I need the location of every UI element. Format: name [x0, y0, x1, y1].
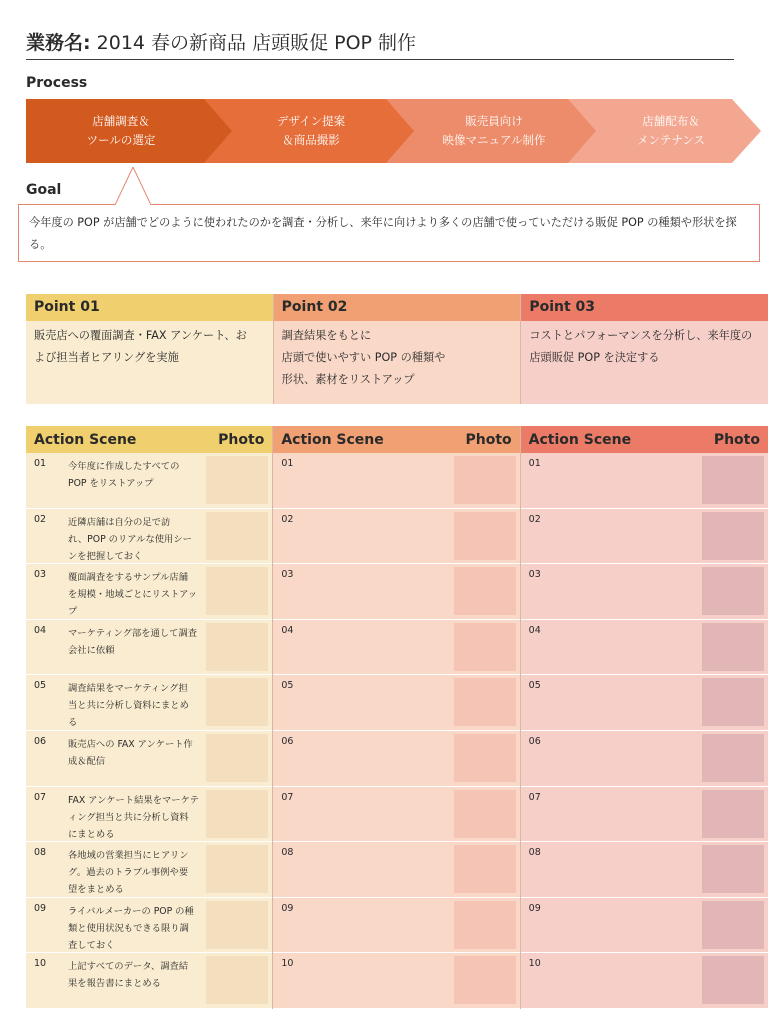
action-row [521, 898, 768, 954]
action-number: 08 [34, 847, 47, 859]
photo-placeholder [206, 456, 268, 504]
action-row [26, 564, 272, 620]
action-row [521, 787, 768, 843]
action-header [26, 426, 272, 453]
goal-box [18, 204, 760, 262]
action-number: 04 [34, 624, 47, 636]
action-number: 10 [281, 958, 294, 970]
process-flow [26, 99, 761, 163]
action-row [521, 842, 768, 898]
point-body: コストとパフォーマンスを分析し、来年度の 店頭販促 POP を決定する [521, 321, 768, 404]
action-number: 10 [528, 958, 541, 970]
action-text: 調査結果をマーケティング担 当と共に分析し資料にまとめ る [68, 683, 189, 729]
goal-pointer [115, 167, 151, 206]
photo-placeholder [702, 512, 764, 560]
goal-heading: Goal [26, 182, 62, 198]
action-row [26, 675, 272, 731]
action-row [273, 898, 519, 954]
photo-placeholder [702, 567, 764, 615]
photo-label: Photo [465, 431, 512, 448]
photo-placeholder [206, 623, 268, 671]
action-column-3 [521, 426, 768, 1009]
action-number: 02 [528, 513, 541, 525]
process-step-2: デザイン提案 ＆商品撮影 [276, 114, 346, 147]
action-row [521, 453, 768, 509]
action-row [26, 953, 272, 1009]
action-number: 05 [281, 680, 294, 692]
action-text: FAX アンケート結果をマーケテ ィング担当と共に分析し資料 にまとめる [68, 794, 199, 840]
photo-placeholder [702, 845, 764, 893]
photo-placeholder [702, 623, 764, 671]
action-number: 03 [281, 569, 294, 581]
points-section [26, 294, 768, 404]
photo-label: Photo [713, 431, 760, 448]
action-number: 09 [34, 902, 47, 914]
process-step-4: 店舗配布＆ メンテナンス [636, 114, 706, 147]
photo-placeholder [206, 567, 268, 615]
page-title [26, 28, 734, 60]
photo-placeholder [454, 790, 516, 838]
action-number: 06 [281, 735, 294, 747]
photo-placeholder [454, 956, 516, 1004]
action-scene-label: Action Scene [34, 431, 137, 448]
photo-placeholder [454, 901, 516, 949]
action-text: ライバルメーカーの POP の種 類と使用状況もできる限り調 査しておく [68, 905, 194, 951]
action-number: 06 [528, 735, 541, 747]
action-scene-table [26, 426, 768, 1009]
action-text: 各地域の営業担当にヒアリン グ。過去のトラブル事例や要 望をまとめる [68, 850, 189, 896]
action-row [273, 620, 519, 676]
action-number: 09 [281, 902, 294, 914]
action-row [521, 564, 768, 620]
action-row [521, 953, 768, 1009]
photo-placeholder [702, 456, 764, 504]
action-number: 03 [528, 569, 541, 581]
action-scene-label: Action Scene [528, 431, 632, 448]
photo-placeholder [702, 901, 764, 949]
photo-placeholder [454, 512, 516, 560]
photo-placeholder [206, 512, 268, 560]
action-row [273, 453, 519, 509]
action-header [273, 426, 519, 453]
photo-placeholder [454, 678, 516, 726]
photo-placeholder [702, 790, 764, 838]
action-text: マーケティング部を通して調査 会社に依頼 [68, 627, 198, 656]
action-number: 07 [281, 791, 294, 803]
photo-placeholder [206, 734, 268, 782]
action-number: 08 [528, 847, 541, 859]
action-number: 06 [34, 735, 47, 747]
action-number: 03 [34, 569, 47, 581]
action-text: 近隣店舗は自分の足で訪 れ、POP のリアルな使用シー ンを把握しておく [68, 516, 192, 562]
point-01 [26, 294, 274, 404]
action-number: 08 [281, 847, 294, 859]
point-03 [521, 294, 768, 404]
action-row [273, 675, 519, 731]
goal-text: 今年度の POP が店舗でどのように使われたのかを調査・分析し、来年に向けより多くの店舗で使っていただける販促 POP の種類や形状を探る。 [29, 216, 737, 251]
photo-placeholder [454, 567, 516, 615]
photo-label: Photo [218, 431, 265, 448]
process-heading: Process [26, 75, 88, 91]
photo-placeholder [702, 734, 764, 782]
point-body: 調査結果をもとに 店頭で使いやすい POP の種類や 形状、素材をリストアップ [274, 321, 521, 404]
action-row [273, 509, 519, 565]
action-row [273, 953, 519, 1009]
action-row [26, 787, 272, 843]
action-text: 覆面調査をするサンプル店舗 を規模・地域ごとにリストアップ [68, 572, 198, 618]
point-title: Point 02 [274, 294, 521, 321]
action-column-2 [273, 426, 520, 1009]
photo-placeholder [206, 845, 268, 893]
action-row [273, 787, 519, 843]
action-text: 今年度に作成したすべての POP をリストアップ [68, 461, 180, 489]
point-body: 販売店への覆面調査・FAX アンケート、お よび担当者ヒアリングを実施 [26, 321, 273, 404]
action-text: 上記すべてのデータ、調査結 果を報告書にまとめる [68, 961, 189, 990]
action-number: 09 [528, 902, 541, 914]
action-row [521, 731, 768, 787]
action-text: 販売店への FAX アンケート作 成＆配信 [68, 738, 193, 767]
photo-placeholder [454, 456, 516, 504]
job-name-label: 業務名: [26, 32, 91, 54]
photo-placeholder [454, 623, 516, 671]
action-number: 01 [281, 458, 294, 469]
action-row [273, 564, 519, 620]
action-row [26, 898, 272, 954]
action-row [273, 731, 519, 787]
action-number: 07 [528, 791, 541, 803]
action-row [26, 731, 272, 787]
photo-placeholder [206, 956, 268, 1004]
action-number: 07 [34, 791, 47, 803]
photo-placeholder [206, 790, 268, 838]
photo-placeholder [206, 901, 268, 949]
action-row [26, 842, 272, 898]
action-number: 04 [281, 624, 294, 636]
action-row [26, 509, 272, 565]
job-name-value: 2014 春の新商品 店頭販促 POP 制作 [96, 32, 417, 54]
photo-placeholder [702, 678, 764, 726]
point-title: Point 01 [26, 294, 273, 321]
action-number: 01 [528, 458, 541, 469]
action-row [521, 675, 768, 731]
action-column-1 [26, 426, 273, 1009]
action-number: 04 [528, 624, 541, 636]
photo-placeholder [702, 956, 764, 1004]
action-number: 05 [34, 680, 47, 692]
point-02 [274, 294, 522, 404]
action-row [26, 620, 272, 676]
action-header [521, 426, 768, 453]
photo-placeholder [454, 845, 516, 893]
action-scene-label: Action Scene [281, 431, 384, 448]
photo-placeholder [206, 678, 268, 726]
action-row [273, 842, 519, 898]
action-number: 10 [34, 958, 47, 970]
action-number: 05 [528, 680, 541, 692]
action-row [521, 509, 768, 565]
process-step-3: 販売員向け 映像マニュアル制作 [442, 114, 546, 147]
action-row [26, 453, 272, 509]
action-row [521, 620, 768, 676]
action-number: 02 [281, 513, 294, 525]
photo-placeholder [454, 734, 516, 782]
action-number: 02 [34, 513, 47, 525]
point-title: Point 03 [521, 294, 768, 321]
action-number: 01 [34, 458, 47, 469]
process-step-1: 店舗調査＆ ツールの選定 [86, 114, 156, 147]
